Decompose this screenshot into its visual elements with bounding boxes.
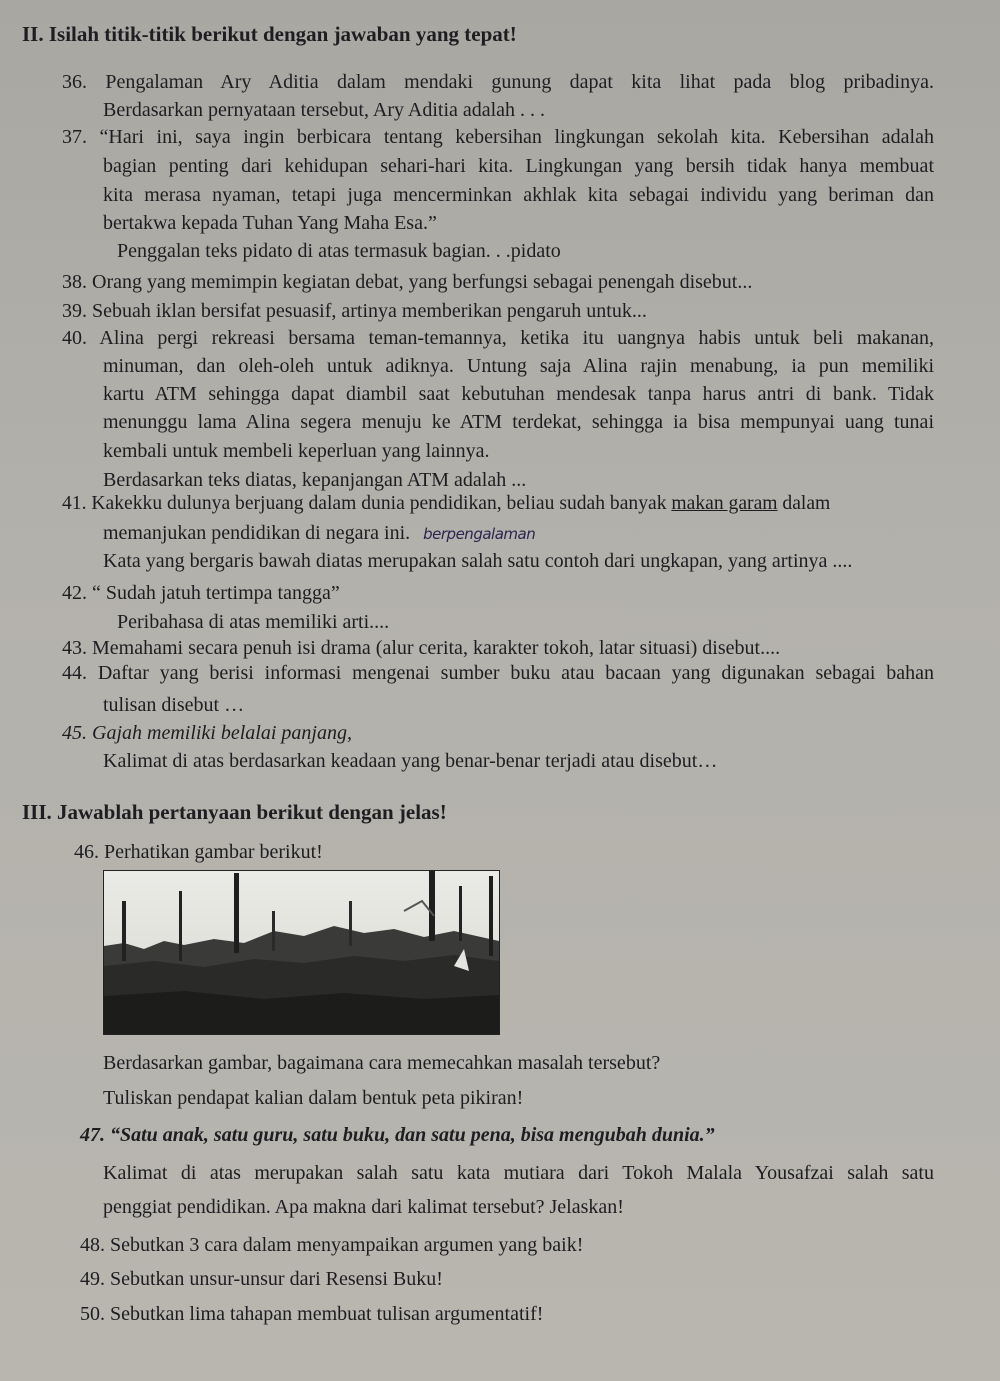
question-36-line-2: Berdasarkan pernyataan tersebut, Ary Aditia adalah . . . xyxy=(103,99,546,121)
question-40-line-6: Berdasarkan teks diatas, kepanjangan ATM adalah ... xyxy=(103,469,527,491)
question-37-line-3: kita merasa nyaman, tetapi juga mencerminkan akhlak kita sebagai individu yang beriman dan xyxy=(103,184,934,206)
question-42-line-1: 42. “ Sudah jatuh tertimpa tangga” xyxy=(62,582,340,604)
deforestation-photo xyxy=(103,870,500,1035)
question-47-line-2: penggiat pendidikan. Apa makna dari kalimat tersebut? Jelaskan! xyxy=(103,1196,624,1218)
section-3-heading: III. Jawablah pertanyaan berikut dengan jelas! xyxy=(22,800,447,824)
question-41-text-2: memanjukan pendidikan di negara ini. xyxy=(103,522,411,544)
question-41-line-1 xyxy=(62,492,830,516)
question-40-line-5: kembali untuk membeli keperluan yang lainnya. xyxy=(103,440,490,462)
question-50: 50. Sebutkan lima tahapan membuat tulisan argumentatif! xyxy=(80,1303,544,1325)
question-48: 48. Sebutkan 3 cara dalam menyampaikan argumen yang baik! xyxy=(80,1234,584,1256)
question-41-text: 41. Kakekku dulunya berjuang dalam dunia pendidikan, beliau sudah banyak xyxy=(62,493,672,514)
question-40-line-2: minuman, dan oleh-oleh untuk adiknya. Untung saja Alina rajin menabung, ia pun memiliki xyxy=(103,355,934,377)
question-41-line-2 xyxy=(103,521,535,546)
question-38: 38. Orang yang memimpin kegiatan debat, yang berfungsi sebagai penengah disebut... xyxy=(62,271,753,293)
question-40-line-1: 40. Alina pergi rekreasi bersama teman-temannya, ketika itu uangnya habis untuk beli makanan, xyxy=(62,327,934,349)
question-37-line-5: Penggalan teks pidato di atas termasuk bagian. . .pidato xyxy=(117,240,561,262)
question-46-line-1: Berdasarkan gambar, bagaimana cara memecahkan masalah tersebut? xyxy=(103,1052,661,1074)
question-40-line-3: kartu ATM sehingga dapat diambil saat kebutuhan mendesak tanpa harus antri di bank. Tidak xyxy=(103,383,934,405)
question-41-text-end: dalam xyxy=(777,493,831,514)
question-39: 39. Sebuah iklan bersifat pesuasif, artinya memberikan pengaruh untuk... xyxy=(62,300,647,322)
question-46-line-2: Tuliskan pendapat kalian dalam bentuk peta pikiran! xyxy=(103,1087,524,1109)
underlined-idiom: makan garam xyxy=(671,493,778,514)
question-37-line-1: 37. “Hari ini, saya ingin berbicara tentang kebersihan lingkungan sekolah kita. Kebersihan adalah xyxy=(62,126,934,148)
question-41-line-3: Kata yang bergaris bawah diatas merupakan salah satu contoh dari ungkapan, yang artinya .... xyxy=(103,550,853,572)
question-36-line-1: 36. Pengalaman Ary Aditia dalam mendaki gunung dapat kita lihat pada blog pribadinya. xyxy=(62,71,934,93)
question-46-intro: 46. Perhatikan gambar berikut! xyxy=(74,841,323,863)
question-45-line-2: Kalimat di atas berdasarkan keadaan yang benar-benar terjadi atau disebut… xyxy=(103,750,718,772)
question-37-line-2: bagian penting dari kehidupan sehari-hari kita. Lingkungan yang bersih tidak hanya membuat xyxy=(103,155,934,177)
section-2-heading: II. Isilah titik-titik berikut dengan jawaban yang tepat! xyxy=(22,22,517,46)
handwritten-answer: berpengalaman xyxy=(423,525,536,543)
question-44-line-1: 44. Daftar yang berisi informasi mengenai sumber buku atau bacaan yang digunakan sebagai bahan xyxy=(62,662,934,684)
question-40-line-4: menunggu lama Alina segera menuju ke ATM terdekat, sehingga ia bisa mempunyai uang tunai xyxy=(103,411,934,433)
question-44-line-2: tulisan disebut … xyxy=(103,694,245,716)
question-43: 43. Memahami secara penuh isi drama (alur cerita, karakter tokoh, latar situasi) disebut.... xyxy=(62,637,781,659)
question-49: 49. Sebutkan unsur-unsur dari Resensi Buku! xyxy=(80,1268,443,1290)
question-42-line-2: Peribahasa di atas memiliki arti.... xyxy=(117,611,390,633)
question-37-line-4: bertakwa kepada Tuhan Yang Maha Esa.” xyxy=(103,212,437,234)
question-45-line-1: 45. Gajah memiliki belalai panjang, xyxy=(62,722,352,744)
question-47-line-1: Kalimat di atas merupakan salah satu kata mutiara dari Tokoh Malala Yousafzai salah satu xyxy=(103,1162,934,1184)
question-47-quote: 47. “Satu anak, satu guru, satu buku, dan satu pena, bisa mengubah dunia.” xyxy=(80,1124,715,1146)
